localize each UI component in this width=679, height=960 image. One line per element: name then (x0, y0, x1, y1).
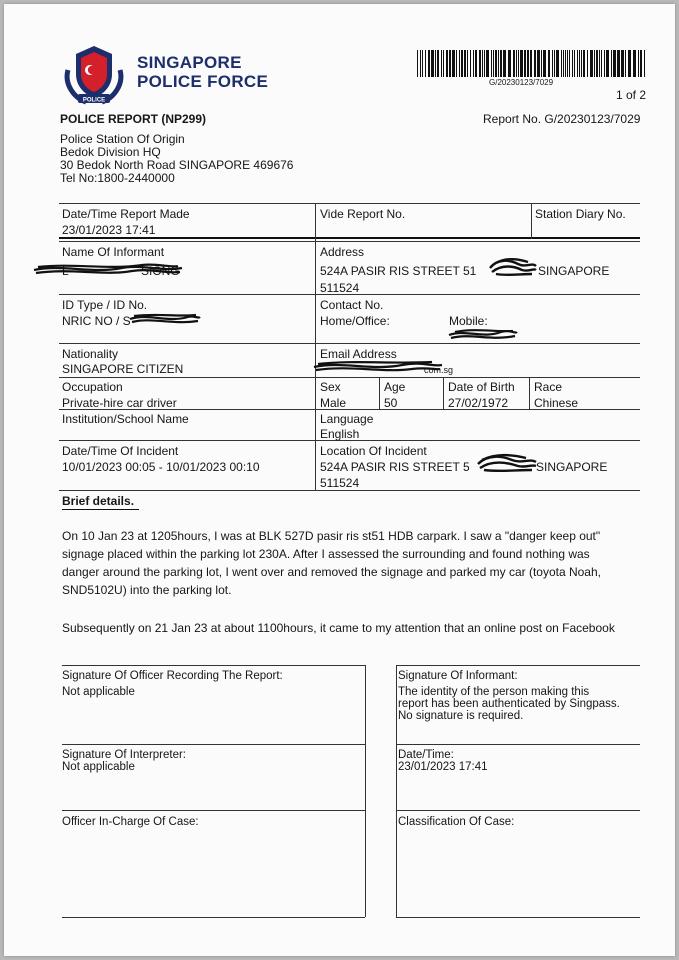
interpreter-signature-label: Signature Of Interpreter: (62, 749, 187, 761)
occupation-label: Occupation (62, 380, 123, 394)
brief-line-4: SND5102U) into the parking lot. (62, 583, 232, 597)
barcode-bar (579, 50, 580, 77)
address-value-country: SINGAPORE (538, 264, 610, 278)
language-value: English (320, 427, 360, 441)
barcode-bar (640, 50, 642, 77)
dob-value: 27/02/1972 (448, 396, 509, 410)
address-label: Address (320, 245, 365, 259)
barcode-bar (628, 50, 631, 77)
barcode-bar (443, 50, 444, 77)
barcode-bar (594, 50, 595, 77)
dob-label: Date of Birth (448, 380, 515, 394)
address-value-postal: 511524 (320, 281, 360, 295)
barcode-bar (569, 50, 570, 77)
barcode-bar (482, 50, 483, 77)
barcode-bar (449, 50, 451, 77)
name-label: Name Of Informant (62, 245, 165, 259)
barcode-bar (464, 50, 466, 77)
sex-label: Sex (320, 380, 341, 394)
barcode-bar (475, 50, 477, 77)
barcode-bar (599, 50, 600, 77)
barcode-bar (461, 50, 463, 77)
station-line-4: Tel No:1800-2440000 (60, 171, 175, 185)
barcode-bar (548, 50, 550, 77)
barcode-bar (567, 50, 568, 77)
sex-value: Male (320, 396, 347, 410)
barcode-bar (613, 50, 616, 77)
barcode-bar (420, 50, 421, 77)
race-label: Race (534, 380, 563, 394)
barcode-bar (543, 50, 546, 77)
classification-label: Classification Of Case: (398, 816, 515, 828)
barcode-bar (581, 50, 582, 77)
barcode-bar (431, 50, 434, 77)
barcode-bar (428, 50, 430, 77)
name-value: L (62, 264, 69, 278)
barcode-bar (459, 50, 460, 77)
language-label: Language (320, 412, 374, 426)
barcode-bar (601, 50, 602, 77)
incident-location-label: Location Of Incident (320, 444, 427, 458)
barcode-bar (479, 50, 481, 77)
barcode-bar (638, 50, 639, 77)
barcode-bar (524, 50, 526, 77)
barcode-bar (495, 50, 497, 77)
barcode-bar (456, 50, 457, 77)
redaction-scribble-id (128, 311, 202, 327)
org-name-line2: POLICE FORCE (137, 72, 269, 91)
institution-label: Institution/School Name (62, 412, 189, 426)
barcode-bar (473, 50, 474, 77)
redaction-scribble-name (32, 260, 184, 280)
incident-time-value: 10/01/2023 00:05 - 10/01/2023 00:10 (62, 460, 260, 474)
station-diary-label: Station Diary No. (535, 207, 626, 221)
report-number: Report No. G/20230123/7029 (483, 112, 641, 126)
barcode-bar (446, 50, 448, 77)
station-line-1: Police Station Of Origin (60, 132, 185, 146)
incident-time-label: Date/Time Of Incident (62, 444, 179, 458)
informant-line-1: The identity of the person making this (398, 686, 590, 698)
nationality-value: SINGAPORE CITIZEN (62, 362, 184, 376)
home-office-label: Home/Office: (320, 314, 390, 328)
barcode-bar (644, 50, 645, 77)
brief-details-heading: Brief details. (62, 494, 135, 508)
barcode-text: G/20230123/7029 (489, 78, 554, 87)
barcode-bar (516, 50, 517, 77)
barcode-bar (422, 50, 423, 77)
brief-line-3: danger around the parking lot, I went over and removed the signage and parked my car (toyota Noah, (62, 565, 601, 579)
informant-line-3: No signature is required. (398, 710, 524, 722)
barcode-bar (556, 50, 559, 77)
barcode-bar (596, 50, 598, 77)
barcode-bar (425, 50, 426, 77)
brief-line-2: signage placed within the parking lot 230A. After I assessed the surrounding and found nothing was (62, 547, 590, 561)
police-crest-icon (60, 40, 128, 108)
redaction-scribble-location (476, 452, 538, 474)
barcode-bar (470, 50, 471, 77)
barcode-bar (503, 50, 506, 77)
barcode-bar (498, 50, 499, 77)
barcode-bar (520, 50, 523, 77)
barcode-bar (534, 50, 536, 77)
brief-line-1: On 10 Jan 23 at 1205hours, I was at BLK 527D pasir ris st51 HDB carpark. I saw a "danger keep out" (62, 529, 601, 543)
barcode-bar (563, 50, 564, 77)
redaction-scribble-mobile (447, 326, 519, 344)
barcode-bar (467, 50, 468, 77)
incident-location-value: 524A PASIR RIS STREET 5 (320, 460, 470, 474)
barcode-bar (617, 50, 620, 77)
interpreter-signature-value: Not applicable (62, 761, 135, 773)
barcode-bar (587, 50, 588, 77)
barcode-bar (518, 50, 519, 77)
barcode-bar (491, 50, 492, 77)
barcode-bar (452, 50, 455, 77)
officer-signature-label: Signature Of Officer Recording The Report: (62, 670, 283, 682)
station-line-3: 30 Bedok North Road SINGAPORE 469676 (60, 158, 294, 172)
occupation-value: Private-hire car driver (62, 396, 177, 410)
barcode-bar (500, 50, 502, 77)
barcode-bar (611, 50, 612, 77)
barcode-bar (537, 50, 540, 77)
barcode-bar (561, 50, 562, 77)
date-time-report-label: Date/Time Report Made (62, 207, 190, 221)
barcode-bar (437, 50, 439, 77)
barcode-bar (604, 50, 605, 77)
barcode-bar (527, 50, 529, 77)
nationality-label: Nationality (62, 347, 119, 361)
barcode-bar (513, 50, 515, 77)
age-value: 50 (384, 396, 398, 410)
barcode-bar (572, 50, 573, 77)
name-value-tail: SIONG (141, 264, 180, 278)
barcode-bar (508, 50, 511, 77)
org-name-line1: SINGAPORE (137, 53, 242, 72)
date-time-report-value: 23/01/2023 17:41 (62, 223, 156, 237)
barcode-bar (554, 50, 555, 77)
signature-datetime-label: Date/Time: (398, 749, 454, 761)
age-label: Age (384, 380, 406, 394)
station-line-2: Bedok Division HQ (60, 145, 161, 159)
barcode-bar (417, 50, 418, 77)
email-label: Email Address (320, 347, 397, 361)
barcode-bar (435, 50, 436, 77)
police-report-page (4, 4, 675, 956)
barcode-bar (606, 50, 609, 77)
barcode-bar (486, 50, 489, 77)
barcode-bar (441, 50, 442, 77)
id-value: NRIC NO / S (62, 314, 131, 328)
barcode-bar (625, 50, 626, 77)
barcode-bar (530, 50, 532, 77)
signature-datetime-value: 23/01/2023 17:41 (398, 761, 488, 773)
barcode-bar (633, 50, 636, 77)
report-title: POLICE REPORT (NP299) (60, 112, 207, 126)
address-value: 524A PASIR RIS STREET 51 (320, 264, 477, 278)
barcode-bar (565, 50, 566, 77)
informant-line-2: report has been authenticated by Singpass. (398, 698, 620, 710)
vide-report-label: Vide Report No. (320, 207, 406, 221)
barcode-bar (493, 50, 494, 77)
brief-paragraph-2: Subsequently on 21 Jan 23 at about 1100hours, it came to my attention that an online post on Facebook (62, 621, 615, 635)
barcode-image (417, 50, 649, 77)
informant-signature-label: Signature Of Informant: (398, 670, 518, 682)
officer-in-charge-label: Officer In-Charge Of Case: (62, 816, 199, 828)
barcode-bar (590, 50, 593, 77)
barcode-bar (621, 50, 624, 77)
mobile-label: Mobile: (449, 314, 488, 328)
id-label: ID Type / ID No. (62, 298, 148, 312)
barcode-bar (577, 50, 578, 77)
incident-location-postal: 511524 (320, 476, 360, 490)
contact-label: Contact No. (320, 298, 384, 312)
officer-signature-value: Not applicable (62, 686, 135, 698)
redaction-scribble-address (488, 256, 538, 278)
barcode-bar (484, 50, 485, 77)
barcode-bar (541, 50, 542, 77)
email-value-tail: com.sg (424, 365, 454, 375)
barcode-bar (574, 50, 575, 77)
page-indicator: 1 of 2 (616, 88, 647, 102)
incident-location-country: SINGAPORE (536, 460, 608, 474)
barcode-bar (552, 50, 553, 77)
race-value: Chinese (534, 396, 579, 410)
barcode-bar (583, 50, 585, 77)
crest-text: POLICE (82, 97, 106, 104)
